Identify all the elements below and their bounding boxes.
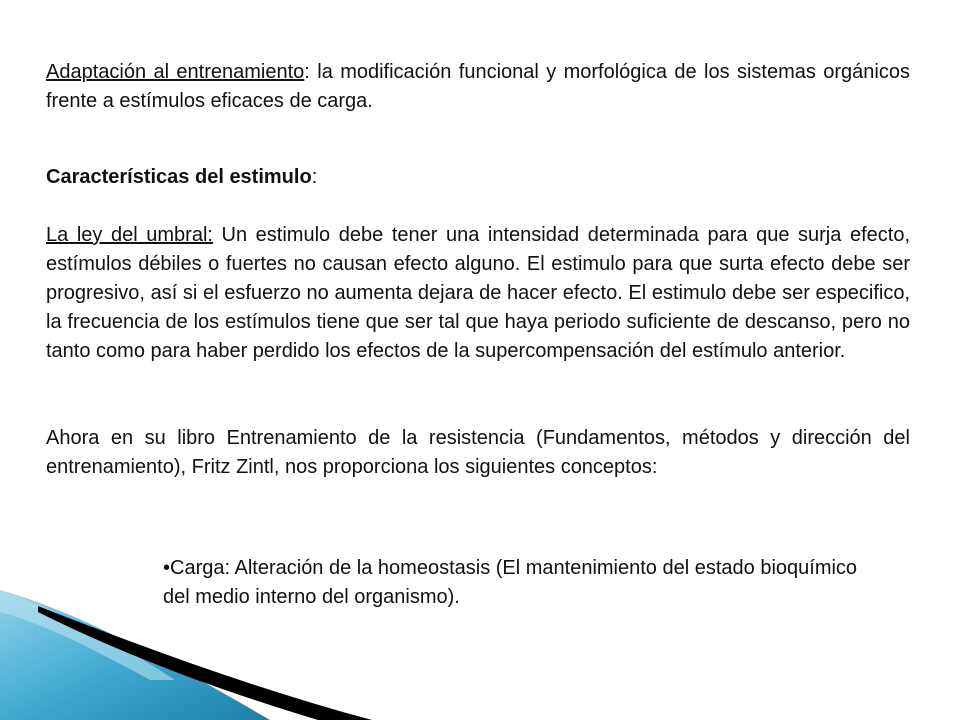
threshold-law-text: Un estimulo debe tener una intensidad determinada para que surja efecto, estímulos débiles o fuertes no causan efecto alguno. El estimulo para que surta efecto debe ser progresivo, así si el esfuerzo no aumenta dejara de hacer efecto. El estimulo debe ser especifico, la frecuencia de los estímulos tiene que ser tal que haya periodo suficiente de descanso, pero no tanto como para haber perdido los efectos de la supercompensación del estímulo anterior. xyxy=(46,224,910,362)
characteristics-heading-colon: : xyxy=(311,166,318,188)
definition-text: la modificación funcional y morfológica de los sistemas orgánicos frente a estímulos eficaces de carga. xyxy=(46,61,910,112)
threshold-law-paragraph xyxy=(46,221,910,366)
zintl-paragraph: Ahora en su libro Entrenamiento de la resistencia (Fundamentos, métodos y dirección del entrenamiento), Fritz Zintl, nos proporciona los siguientes conceptos: xyxy=(46,427,910,478)
bullet-text: Carga: Alteración de la homeostasis (El mantenimiento del estado bioquímico del medio interno del organismo). xyxy=(163,557,858,608)
definition-separator: : xyxy=(304,61,310,83)
decorative-swoosh xyxy=(0,580,380,720)
characteristics-heading xyxy=(46,163,910,192)
definition-term: Adaptación al entrenamiento xyxy=(46,61,305,83)
characteristics-heading-text: Características del estimulo xyxy=(46,166,312,188)
bullet-marker: • xyxy=(163,557,171,579)
threshold-law-term: La ley del umbral: xyxy=(46,224,213,246)
definition-paragraph xyxy=(46,58,910,116)
